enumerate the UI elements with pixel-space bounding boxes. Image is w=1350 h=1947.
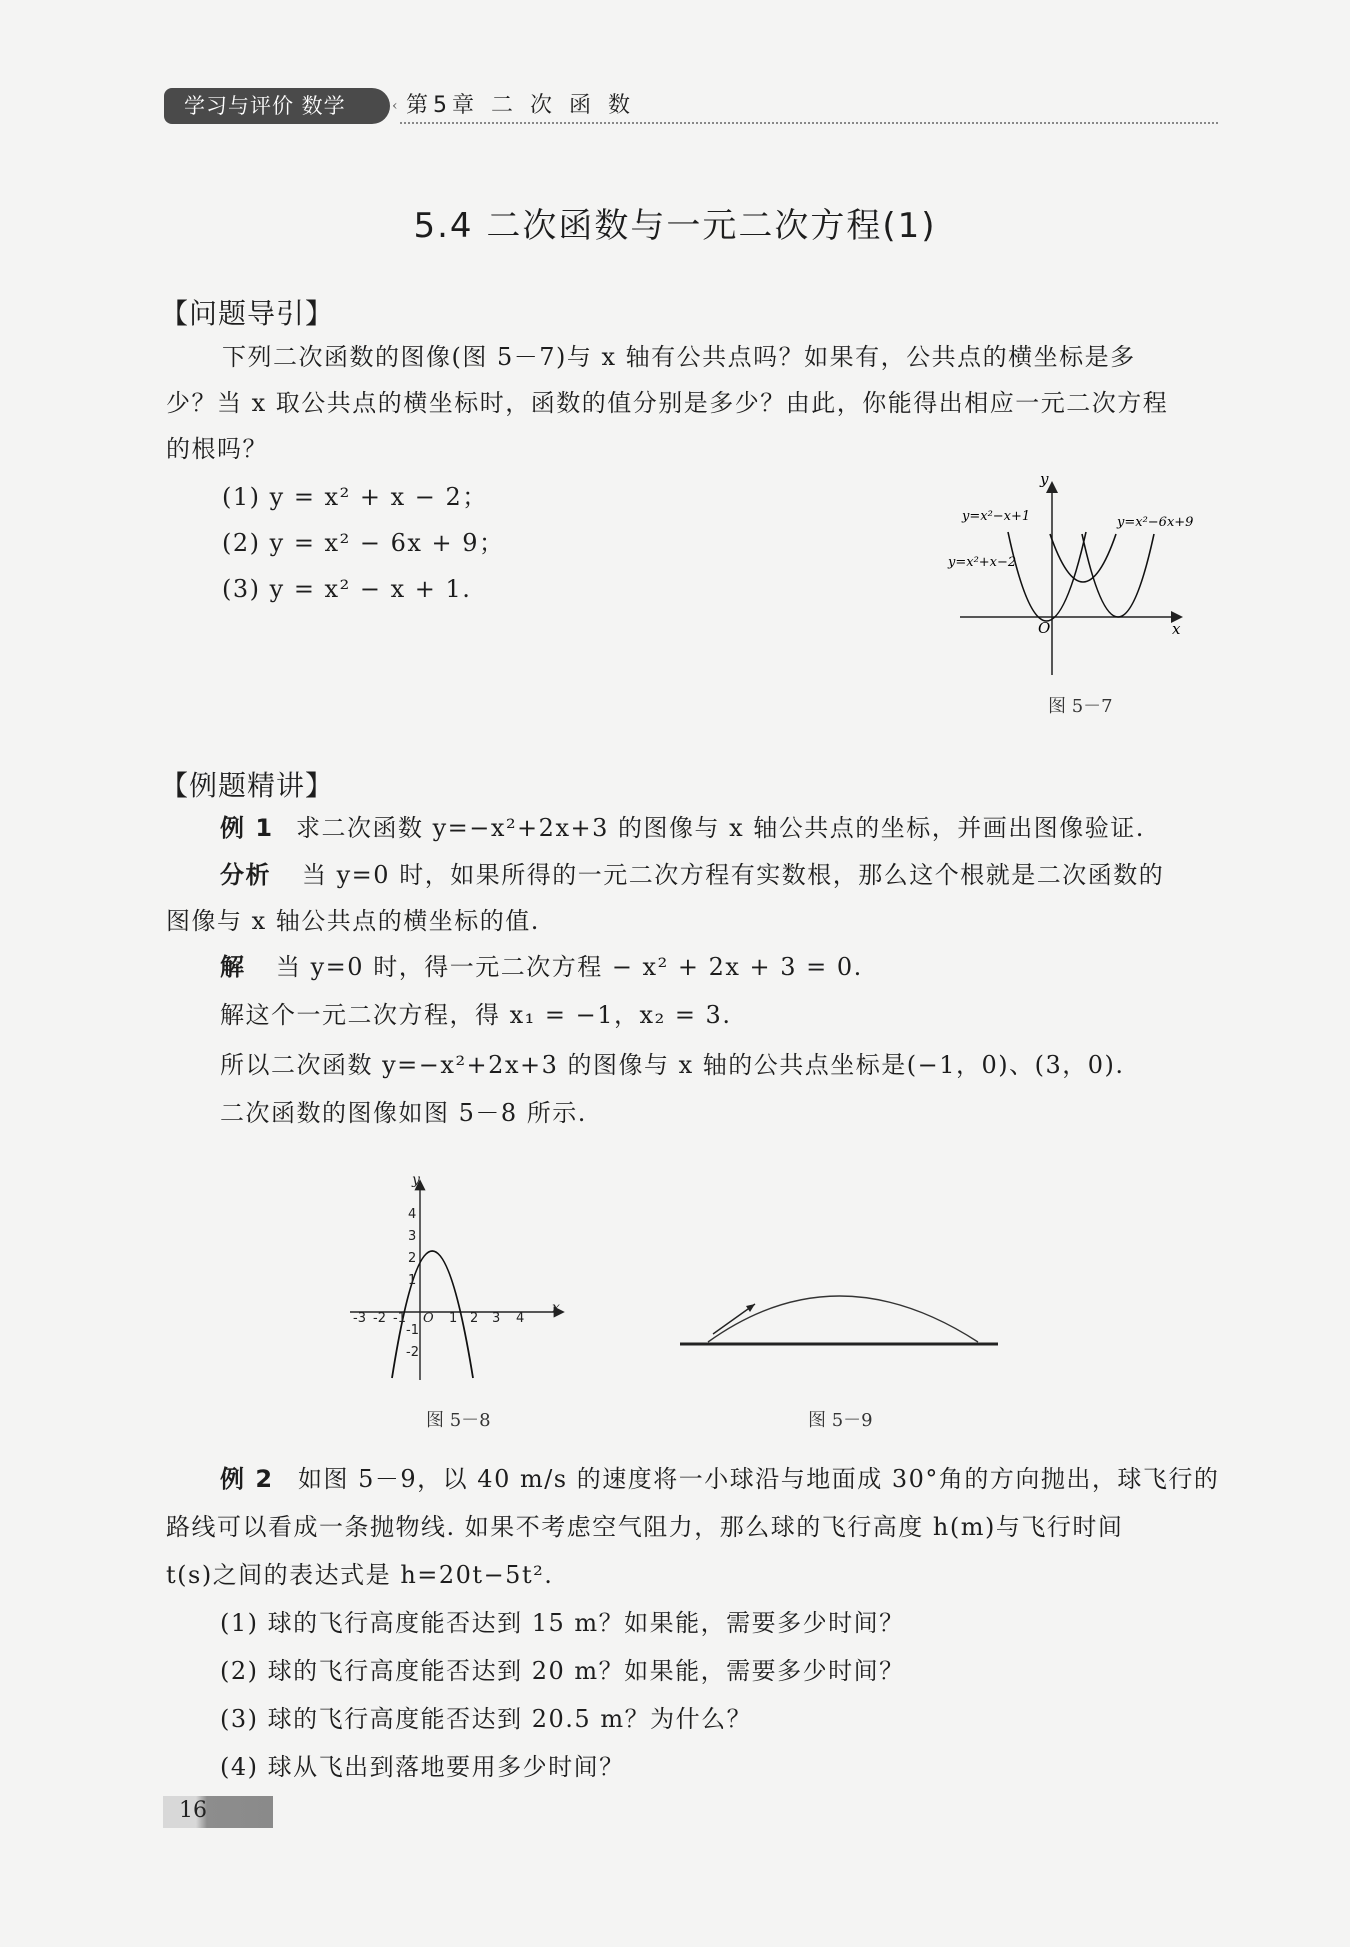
caption-5-9: 图 5－9 xyxy=(808,1410,873,1431)
solution-label: 解 xyxy=(220,953,246,981)
page-number-block xyxy=(163,1796,273,1828)
label-x: x xyxy=(1172,620,1181,638)
figure-5-9 xyxy=(676,1270,1006,1350)
example2-q2: (2) 球的飞行高度能否达到 20 m？如果能，需要多少时间？ xyxy=(220,1657,905,1685)
x-tick: 1 xyxy=(449,1311,458,1326)
example2-line-1: 如图 5－9，以 40 m/s 的速度将一小球沿与地面成 30°角的方向抛出，球飞行的 xyxy=(298,1465,1220,1493)
y-axis-label: y xyxy=(412,1172,420,1188)
guide-line-3: 的根吗？ xyxy=(166,435,268,463)
x-tick: -2 xyxy=(373,1311,386,1326)
y-tick: -1 xyxy=(406,1323,419,1338)
y-tick: 4 xyxy=(408,1207,417,1222)
example1-label: 例 1 xyxy=(220,814,274,842)
analysis-line-1: 当 y=0 时，如果所得的一元二次方程有实数根，那么这个根就是二次函数的 xyxy=(302,861,1165,889)
header-arrow-icon: ‹ xyxy=(392,98,398,114)
arrowhead-icon xyxy=(746,1304,755,1312)
y-tick: 1 xyxy=(408,1273,417,1288)
label-f3: y=x²−x+1 xyxy=(962,509,1031,524)
y-tick: -2 xyxy=(406,1345,419,1360)
figure-5-8 xyxy=(340,1168,580,1388)
x-tick: -3 xyxy=(353,1311,366,1326)
chapter-title: 第5章 二 次 函 数 xyxy=(406,93,635,118)
example2-line-3: t(s)之间的表达式是 h=20t−5t². xyxy=(166,1561,554,1589)
header-rule xyxy=(400,122,1218,124)
example2-label: 例 2 xyxy=(220,1465,274,1493)
page-title: 5.4 二次函数与一元二次方程(1) xyxy=(413,206,937,246)
analysis-line-2: 图像与 x 轴公共点的横坐标的值. xyxy=(166,907,540,935)
label-origin: O xyxy=(1038,619,1051,637)
solution-line-3: 所以二次函数 y=−x²+2x+3 的图像与 x 轴的公共点坐标是(−1，0)、(3，0). xyxy=(220,1051,1125,1079)
example2-line-2: 路线可以看成一条抛物线. 如果不考虑空气阻力，那么球的飞行高度 h(m)与飞行时间 xyxy=(166,1513,1124,1541)
guide-item-1: (1) y = x² + x − 2； xyxy=(222,483,488,511)
guide-line-1: 下列二次函数的图像(图 5－7)与 x 轴有公共点吗？如果有，公共点的横坐标是多 xyxy=(222,343,1136,371)
section-examples: 【例题精讲】 xyxy=(160,769,335,802)
x-tick: 4 xyxy=(516,1311,525,1326)
analysis-label: 分析 xyxy=(220,861,271,889)
origin-label: O xyxy=(423,1311,434,1326)
trajectory xyxy=(708,1296,978,1342)
guide-item-2: (2) y = x² − 6x + 9； xyxy=(222,529,505,557)
caption-5-7: 图 5－7 xyxy=(1048,696,1113,717)
solution-line-1: 当 y=0 时，得一元二次方程 − x² + 2x + 3 = 0. xyxy=(276,953,863,981)
y-tick: 3 xyxy=(408,1229,417,1244)
x-tick: -1 xyxy=(393,1311,406,1326)
solution-line-4: 二次函数的图像如图 5－8 所示. xyxy=(220,1099,587,1127)
example1-text: 求二次函数 y=−x²+2x+3 的图像与 x 轴公共点的坐标，并画出图像验证. xyxy=(296,814,1145,842)
x-axis-label: x xyxy=(552,1300,560,1316)
solution-line-2: 解这个一元二次方程，得 x₁ = −1，x₂ = 3. xyxy=(220,1001,732,1029)
figure-5-7 xyxy=(940,470,1230,690)
x-tick: 3 xyxy=(492,1311,501,1326)
example2-q3: (3) 球的飞行高度能否达到 20.5 m？为什么？ xyxy=(220,1705,753,1733)
guide-item-3: (3) y = x² − x + 1. xyxy=(222,575,472,603)
example2-q4: (4) 球从飞出到落地要用多少时间？ xyxy=(220,1753,625,1781)
curve-f2 xyxy=(1082,534,1154,617)
guide-line-2: 少？当 x 取公共点的横坐标时，函数的值分别是多少？由此，你能得出相应一元二次方程 xyxy=(166,389,1169,417)
example2-q1: (1) 球的飞行高度能否达到 15 m？如果能，需要多少时间？ xyxy=(220,1609,905,1637)
y-tick: 2 xyxy=(408,1251,417,1266)
label-f1: y=x²+x−2 xyxy=(948,555,1017,570)
label-f2: y=x²−6x+9 xyxy=(1117,515,1194,530)
section-guide: 【问题导引】 xyxy=(160,297,335,330)
page-number: 16 xyxy=(179,1798,207,1823)
x-tick: 2 xyxy=(470,1311,479,1326)
label-y: y xyxy=(1040,470,1049,488)
curve-f1 xyxy=(1008,532,1086,621)
caption-5-8: 图 5－8 xyxy=(426,1410,491,1431)
book-badge: 学习与评价 数学 xyxy=(164,88,390,124)
